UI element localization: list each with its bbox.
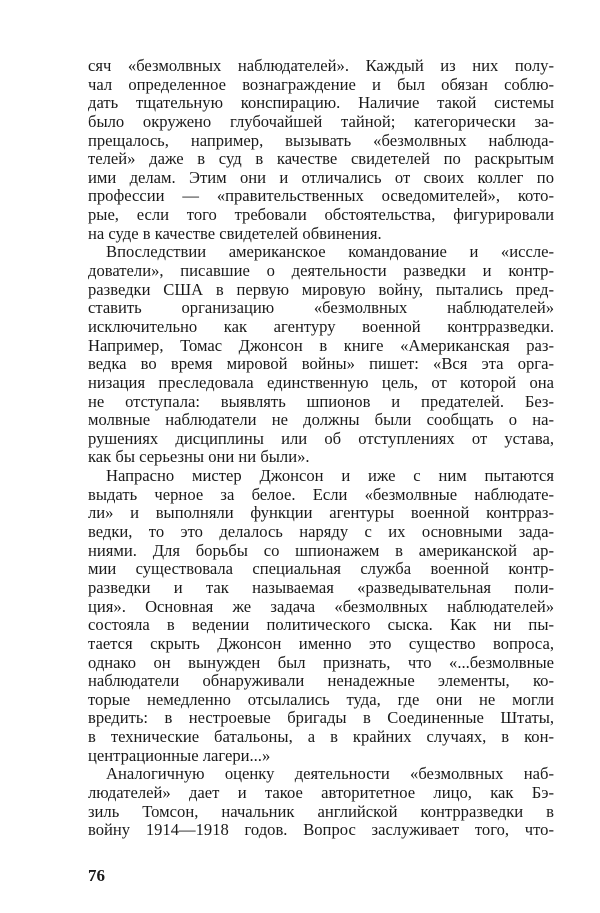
text-line: ведка во время мировой войны» пишет: «Вся эта орга-: [88, 354, 554, 374]
text-line: рые, если того требовали обстоятельства, фигурировали: [88, 205, 554, 225]
text-line: центрационные лагери...»: [88, 745, 271, 765]
text-line: в технические батальоны, а в крайних случаях, в кон-: [88, 727, 554, 747]
text-line: Напрасно мистер Джонсон и иже с ним пытаются: [106, 466, 554, 486]
text-line: низация преследовала единственную цель, от которой она: [88, 372, 554, 392]
text-line: тается скрыть Джонсон именно это существо вопроса,: [88, 633, 554, 653]
text-line: исключительно как агентуру военной контрразведки.: [88, 316, 554, 336]
text-line: Аналогичную оценку деятельности «безмолвных наб-: [106, 764, 554, 784]
text-line: на суде в качестве свидетелей обвинения.: [88, 223, 382, 243]
text-line: не отступала: выявлять шпионов и предателей. Без-: [88, 391, 554, 411]
text-line: как бы серьезны они ни были».: [88, 447, 310, 467]
text-line: Впоследствии американское командование и «иссле-: [106, 242, 554, 262]
text-line: разведки и так называемая «разведывательная поли-: [88, 577, 554, 597]
text-line: ниями. Для борьбы со шпионажем в американской ар-: [88, 540, 554, 560]
text-line: вредить: в нестроевые бригады в Соединенные Штаты,: [88, 708, 554, 728]
page-body: [88, 57, 554, 840]
paragraph: [88, 243, 554, 467]
text-line: ставить организацию «безмолвных наблюдателей»: [88, 298, 554, 318]
text-line: профессии — «правительственных осведомителей», кото-: [88, 186, 554, 206]
paragraph: [88, 765, 554, 840]
text-line: рушениях дисциплины или об отступлениях от устава,: [88, 428, 554, 448]
text-line: однако он вынужден был признать, что «...безмолвные: [88, 652, 554, 672]
text-line: чал определенное вознаграждение и был обязан соблю-: [88, 74, 554, 94]
text-line: войну 1914—1918 годов. Вопрос заслуживает того, что-: [88, 820, 554, 840]
text-line: разведки США в первую мировую войну, пытались пред-: [88, 279, 554, 299]
text-line: зиль Томсон, начальник английской контрразведки в: [88, 801, 554, 821]
text-line: было окружено глубочайшей тайной; категорически за-: [88, 111, 554, 131]
text-line: молвные наблюдатели не должны были сообщать о на-: [88, 410, 554, 430]
text-line: дователи», писавшие о деятельности разведки и контр-: [88, 261, 554, 281]
text-line: Например, Томас Джонсон в книге «Американская раз-: [88, 335, 554, 355]
text-line: ция». Основная же задача «безмолвных наблюдателей»: [88, 596, 554, 616]
text-line: ими делам. Этим они и отличались от своих коллег по: [88, 167, 554, 187]
text-line: ведки, то это делалось наряду с их основными зада-: [88, 522, 554, 542]
text-line: ли» и выполняли функции агентуры военной контрраз-: [88, 503, 554, 523]
text-line: сяч «безмолвных наблюдателей». Каждый из них полу-: [88, 56, 554, 75]
text-line: состояла в ведении политического сыска. Как ни пы-: [88, 615, 554, 635]
text-line: торые немедленно отсылались туда, где они не могли: [88, 689, 554, 709]
paragraph: [88, 57, 554, 243]
text-line: телей» даже в суд в качестве свидетелей по раскрытым: [88, 149, 554, 169]
text-line: наблюдатели обнаруживали ненадежные элементы, ко-: [88, 671, 554, 691]
paragraph: [88, 467, 554, 765]
page-number: 76: [88, 866, 105, 885]
text-line: дать тщательную конспирацию. Наличие такой системы: [88, 93, 554, 113]
text-line: прещалось, например, вызывать «безмолвных наблюда-: [88, 130, 554, 150]
text-line: выдать черное за белое. Если «безмолвные наблюдате-: [88, 484, 554, 504]
text-line: мии существовала специальная служба военной контр-: [88, 559, 554, 579]
text-line: людателей» дает и такое авторитетное лицо, как Бэ-: [88, 782, 554, 802]
